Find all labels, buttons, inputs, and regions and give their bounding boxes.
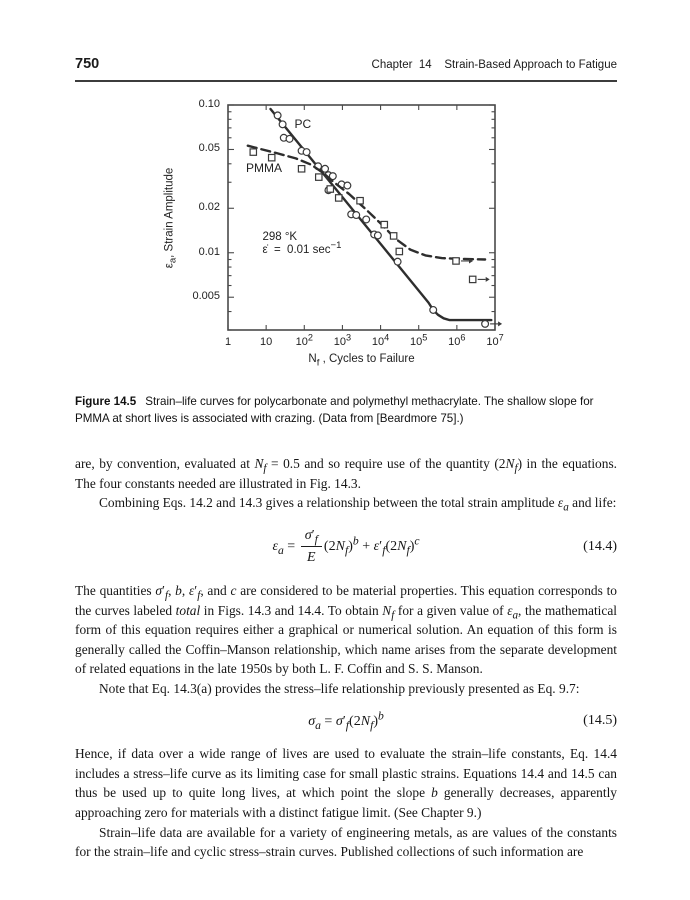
y-tick-label: 0.01 [198, 245, 220, 258]
data-point-circle [303, 149, 310, 156]
paragraph-6: Strain–life data are available for a variety of engineering metals, as are values of the constants for the strain–life and cyclic stress–strain curves. Published collections of such information are [75, 824, 617, 860]
x-tick-label: $10^3$ [333, 332, 352, 348]
equation-14-5 [75, 708, 617, 732]
y-tick-label: 0.02 [198, 201, 220, 214]
data-point-circle [353, 212, 360, 219]
header-rule [75, 80, 617, 82]
data-point-circle [274, 112, 281, 119]
chapter-running-head: Chapter 14 Strain-Based Approach to Fatigue [371, 59, 617, 71]
data-point-circle [286, 135, 293, 142]
figure-caption-text: Strain–life curves for polycarbonate and polymethyl methacrylate. The shallow slope for PMMA at short lives is associated with crazing. (Data from [Beardmore 75].) [75, 395, 594, 426]
pc-curve [271, 109, 492, 320]
paragraph-5: Hence, if data over a wide range of lives are used to evaluate the strain–life constants, Eq. 14.4 includes a stress–life curve as its limiting case for small plastic strains. Equations 14.4 and 14.5 can thus be used up to quite long lives, at which point the slope b generally decreases, apparently approaching zero for materials with a distinct fatigue limit. (See Chapter 9.) [75, 746, 618, 820]
equation-14-4 [75, 526, 617, 568]
paragraph-4: Note that Eq. 14.3(a) provides the stress–life relationship previously presented as Eq. 9.7: [99, 680, 580, 696]
data-point-circle [344, 182, 351, 189]
data-point-circle [279, 121, 286, 128]
annotation-temperature: 298 °K [262, 231, 298, 244]
x-tick-label: $10^5$ [410, 332, 428, 348]
data-point-circle [430, 307, 437, 314]
page-number: 750 [75, 56, 100, 72]
x-tick-label: 1 [224, 336, 232, 348]
data-point-square [298, 166, 304, 172]
data-point-square [396, 248, 402, 254]
data-point-square [469, 276, 475, 282]
paragraph-2: Combining Eqs. 14.2 and 14.3 gives a relationship between the total strain amplitude $\varepsilon_a$ and life: [99, 495, 617, 514]
paragraph-3: The quantities $\sigma'_f$, b, $\varepsilon'_f$, and c are considered to be material properties. This equation corresponds to the curves labeled total in Figs. 14.3 and 14.4. To obtain $N_f$ for a given value of $\varepsilon_a$, the mathematical form of this equation requires either a graphical or numerical solution. An equation of this form is generally called the Coffin–Manson relationship, which name arises from the separate development of related equations in the late 1950s by both L. F. Coffin and S. S. Manson. [75, 582, 618, 677]
figure-chart [155, 92, 555, 392]
data-point-circle [363, 216, 370, 223]
y-axis-title: $\varepsilon_a$, Strain Amplitude [163, 167, 179, 268]
data-point-square [453, 258, 459, 264]
figure-caption [75, 393, 617, 428]
data-point-circle [374, 232, 381, 239]
series-label-pc: PC [294, 117, 312, 132]
runout-arrow-head [498, 321, 502, 326]
equation-14-4-number: (14.4) [583, 539, 617, 555]
y-tick-label: 0.10 [198, 98, 220, 110]
y-tick-label: 0.005 [192, 290, 220, 303]
paragraph-1: are, by convention, evaluated at $N_f = 0.5$ and so require use of the quantity $(2N_f)$ in the equations. The four constants needed are illustrated in Fig. 14.3. [75, 456, 618, 491]
x-tick-label: $10^6$ [448, 332, 466, 348]
equation-14-5-number: (14.5) [583, 713, 617, 729]
page-header [75, 56, 617, 72]
annotation-strain-rate: ε̇ = 0.01 $\sec^{-1}$ [262, 240, 342, 257]
data-point-circle [482, 320, 489, 327]
data-point-circle [394, 258, 401, 265]
equation-14-5-body: $\sigma_a = \sigma'_f(2N_f)^b$ [308, 708, 384, 732]
equation-14-4-body: $\varepsilon_a$ = $\frac{\sigma'_f}{E}$ $(2N_f)^b + \varepsilon'_f(2N_f)^c$ [272, 527, 420, 566]
data-point-square [357, 198, 363, 204]
data-point-square [390, 233, 396, 239]
x-tick-label: $10^4$ [371, 332, 390, 348]
runout-arrow-head [486, 277, 490, 282]
plot-frame [228, 105, 495, 330]
data-point-square [327, 186, 333, 192]
data-point-square [250, 149, 256, 155]
data-point-square [381, 221, 387, 227]
x-tick-label: $10^2$ [295, 332, 313, 348]
data-point-square [336, 195, 342, 201]
x-tick-label: $10^7$ [486, 332, 504, 348]
body-text [75, 454, 617, 862]
x-tick-label: 10 [260, 336, 273, 348]
series-label-pmma: PMMA [246, 160, 283, 175]
x-axis-title: $N_f$ , Cycles to Failure [308, 353, 415, 369]
figure-caption-label: Figure 14.5 [75, 395, 137, 408]
y-tick-label: 0.05 [198, 142, 220, 155]
data-point-square [316, 174, 322, 180]
